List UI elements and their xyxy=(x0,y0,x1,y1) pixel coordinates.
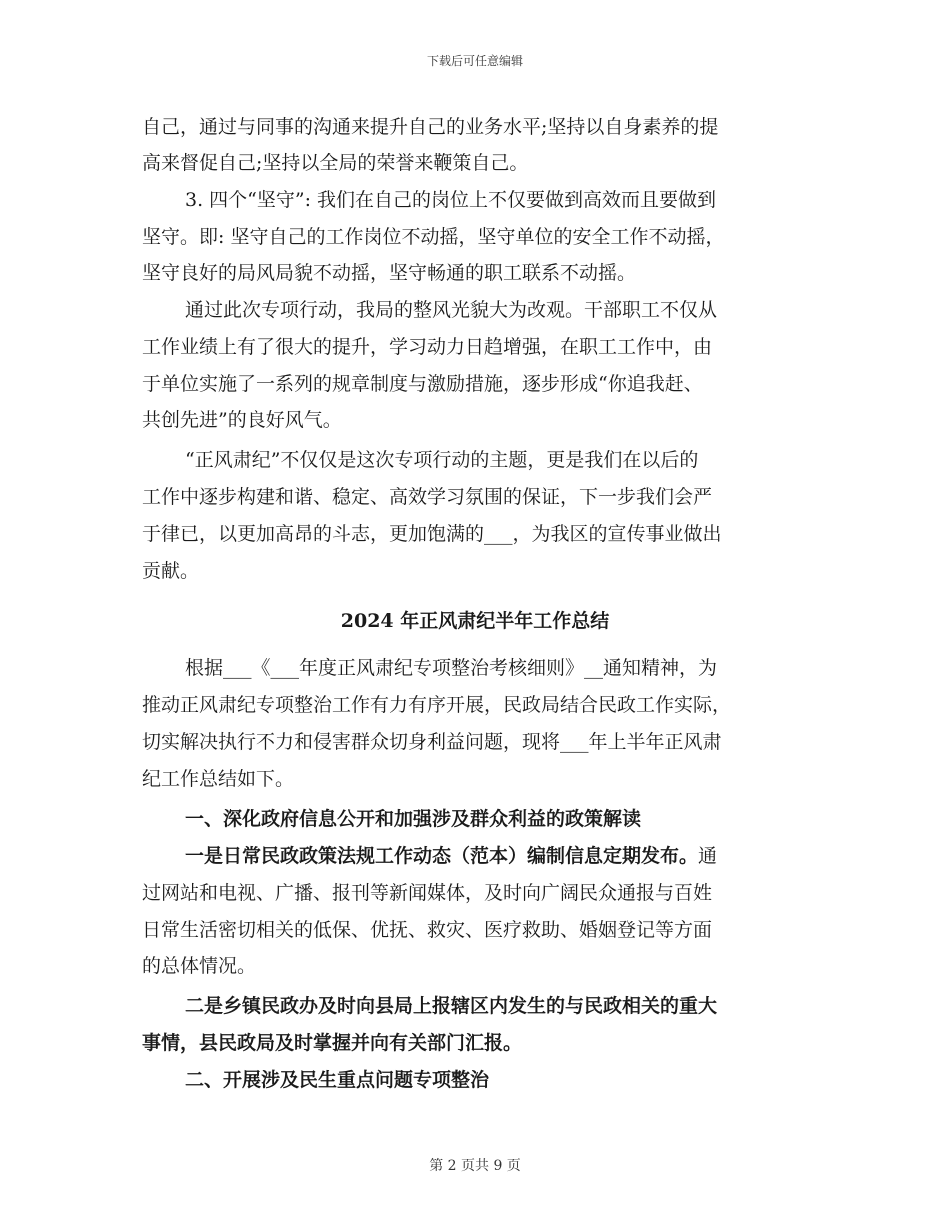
paragraph-line: 3. 四个“坚守”: 我们在自己的岗位上不仅要做到高效而且要做到 xyxy=(185,189,717,211)
paragraph-line: 高来督促自己;坚持以全局的荣誉来鞭策自己。 xyxy=(142,152,529,174)
paragraph-text: 通 xyxy=(698,845,718,867)
bold-paragraph-line: 二是乡镇民政办及时向县局上报辖区内发生的与民政相关的重大 xyxy=(185,995,718,1017)
page-footer: 第 2 页共 9 页 xyxy=(429,1158,521,1174)
paragraph-line-mixed xyxy=(185,843,717,869)
paragraph-line: 通过此次专项行动，我局的整风光貌大为改观。干部职工不仅从 xyxy=(185,299,718,321)
paragraph-line: 坚守良好的局风局貌不动摇，坚守畅通的职工联系不动摇。 xyxy=(142,262,637,284)
paragraph-line: 切实解决执行不力和侵害群众切身利益问题，现将___年上半年正风肃 xyxy=(142,731,722,753)
paragraph-line: 贡献。 xyxy=(142,560,200,582)
paragraph-line: 推动正风肃纪专项整治工作有力有序开展，民政局结合民政工作实际， xyxy=(142,694,732,716)
paragraph-line: 工作业绩上有了很大的提升，学习动力日趋增强，在职工工作中，由 xyxy=(142,336,713,358)
paragraph-line: 自己，通过与同事的沟通来提升自己的业务水平;坚持以自身素养的提 xyxy=(142,116,719,138)
paragraph-line: 日常生活密切相关的低保、优抚、救灾、医疗救助、婚姻登记等方面 xyxy=(142,919,713,941)
paragraph-line: 于律已，以更加高昂的斗志，更加饱满的___，为我区的宣传事业做出 xyxy=(142,523,722,545)
paragraph-line: 纪工作总结如下。 xyxy=(142,768,295,790)
paragraph-line: 工作中逐步构建和谐、稳定、高效学习氛围的保证，下一步我们会严 xyxy=(142,486,713,508)
bold-paragraph-line: 事情，县民政局及时掌握并向有关部门汇报。 xyxy=(142,1032,523,1054)
section-title: 2024 年正风肃纪半年工作总结 xyxy=(340,610,610,632)
page-header: 下载后可任意编辑 xyxy=(426,54,523,68)
paragraph-line: “正风肃纪”不仅仅是这次专项行动的主题，更是我们在以后的 xyxy=(185,449,699,471)
heading-line: 二、开展涉及民生重点问题专项整治 xyxy=(185,1069,490,1091)
paragraph-line: 坚守。即: 坚守自己的工作岗位不动摇，坚守单位的安全工作不动摇， xyxy=(142,226,725,248)
heading-line: 一、深化政府信息公开和加强涉及群众利益的政策解读 xyxy=(185,808,642,830)
paragraph-line: 根据___《___年度正风肃纪专项整治考核细则》__通知精神，为 xyxy=(185,657,718,679)
paragraph-line: 共创先进”的良好风气。 xyxy=(142,409,342,431)
paragraph-line: 过网站和电视、广播、报刊等新闻媒体，及时向广阔民众通报与百姓 xyxy=(142,882,713,904)
bold-lead-text: 一是日常民政政策法规工作动态（范本）编制信息定期发布。 xyxy=(185,845,699,867)
paragraph-line: 于单位实施了一系列的规章制度与激励措施，逐步形成“你追我赶、 xyxy=(142,373,703,395)
paragraph-line: 的总体情况。 xyxy=(142,955,257,977)
